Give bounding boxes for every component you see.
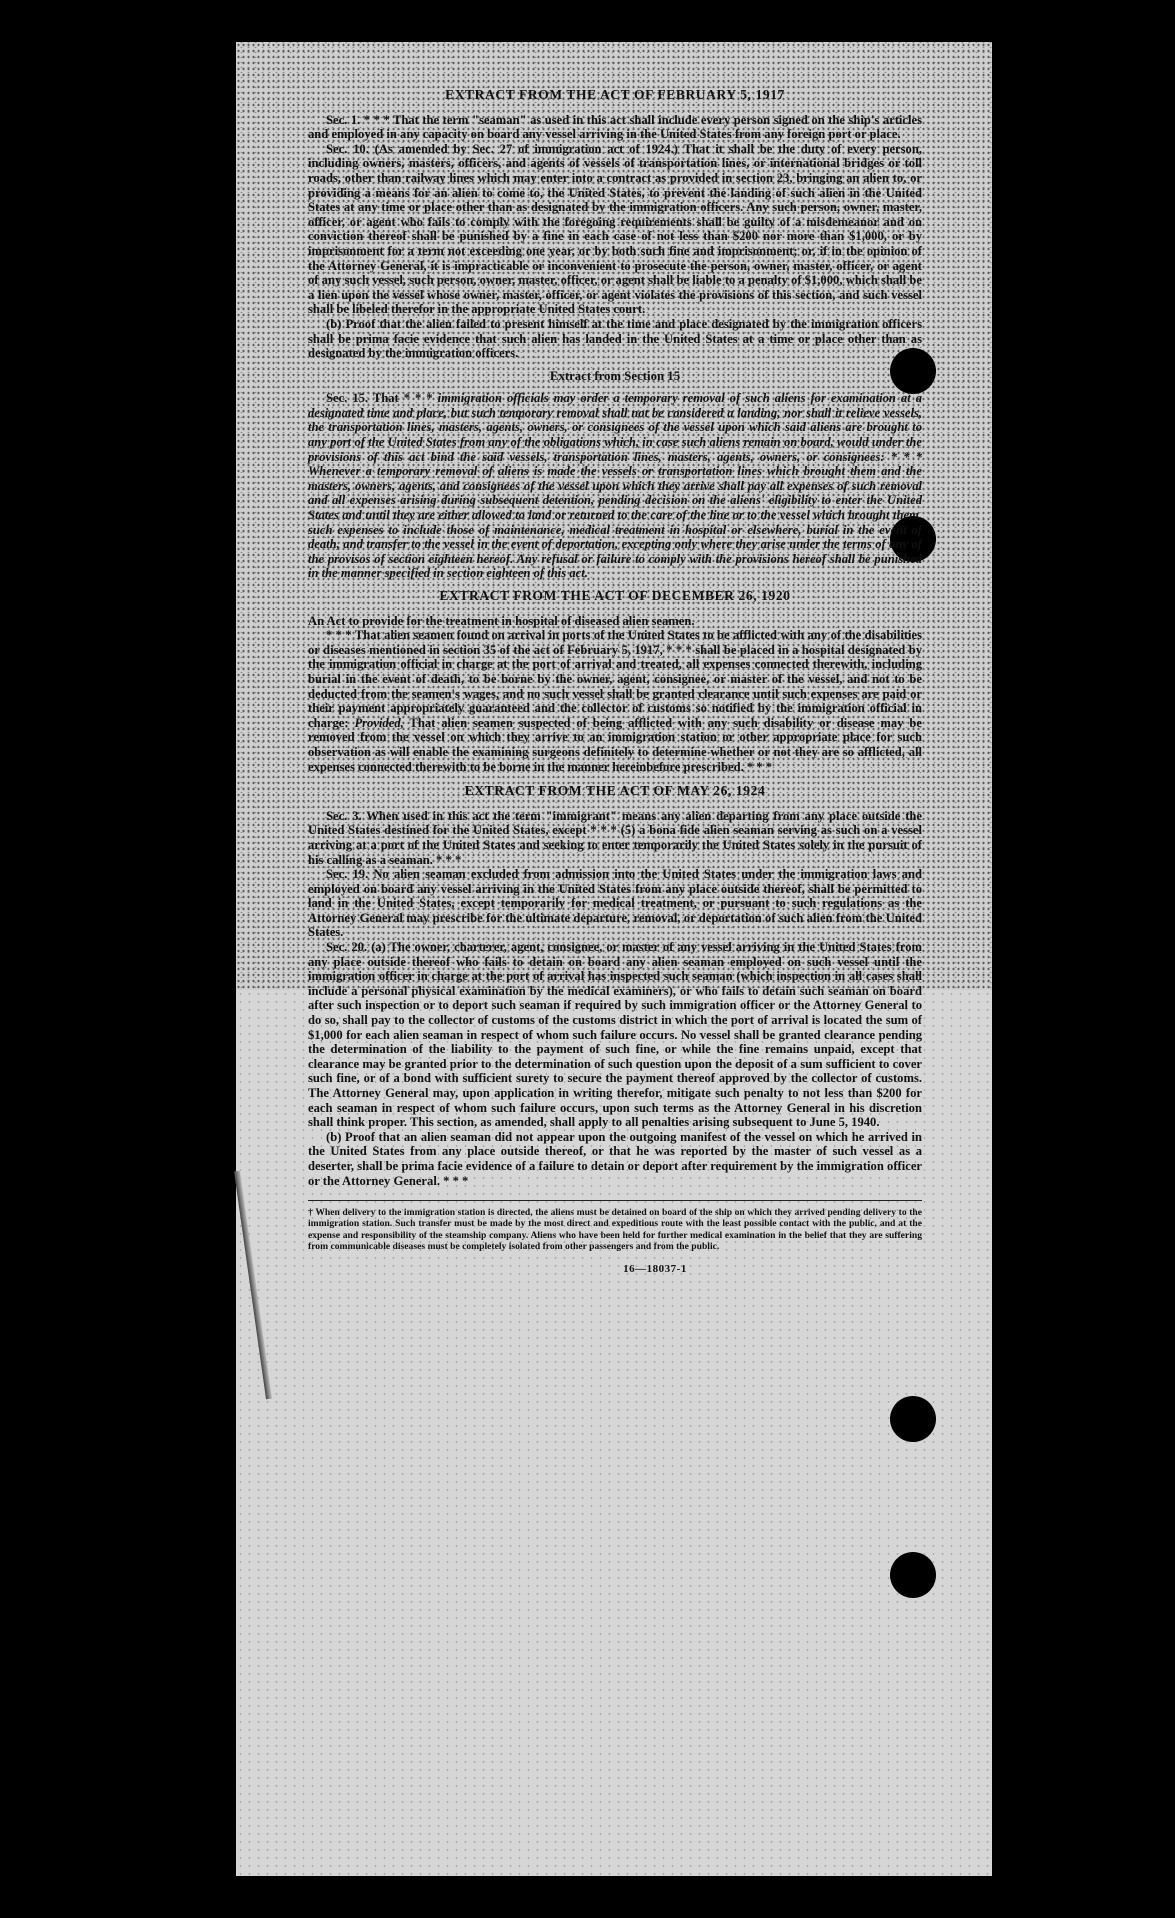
paragraph-intro: Sec. 15. That * * * xyxy=(326,391,433,406)
act-title: An Act to provide for the treatment in hospital of diseased alien seamen. xyxy=(308,613,695,628)
paragraph-text: That alien seamen suspected of being afflicted with any such disability or disease may be removed from the vessel on which they arrive to an immigration station or other appropriate place for such observation as will enable the examining surgeons definitely to determine whether or not they are so afflicted, all expenses connected therewith to be borne in the manner hereinbefore prescribed. * * * xyxy=(308,715,922,774)
punch-hole xyxy=(890,1396,936,1442)
provided-text: Provided, xyxy=(354,715,404,730)
paragraph xyxy=(308,391,922,581)
section-subheading: Extract from Section 15 xyxy=(549,368,681,383)
paragraph: Sec. 19. No alien seaman excluded from admission into the United States under the immigration laws and employed on board any vessel arriving in the United States from any place outside thereof, shall be permitted to land in the United States, except temporarily for medical treatment, or pursuant to such regulations as the Attorney General may prescribe for the ultimate departure, removal, or deportation of such alien from the United States. xyxy=(308,867,922,940)
footnote: † When delivery to the immigration station is directed, the aliens must be detained on board of the ship on which they arrived pending delivery to the immigration station. Such transfer must be made by the most direct and expeditious route with the least possible contact with the public, and at the expense and responsibility of the steamship company. Aliens who have been held for further medical examination in the belief that they are suffering from communicable diseases must be completely isolated from other passengers and from the public. xyxy=(308,1200,922,1252)
punch-hole xyxy=(890,1552,936,1598)
paragraph: Sec. 10. (As amended by Sec. 27 of immigration act of 1924.) That it shall be the duty of every person, including owners, masters, officers, and agents of vessels of transportation lines, or international bridges or toll roads, other than railway lines which may enter into a contract as provided in section 23, bringing an alien to, or providing a means for an alien to come to, the United States, to prevent the landing of such alien in the United States at any time or place other than as designated by the immigration officers. Any such person, owner, master, officer, or agent who fails to comply with the foregoing requirements shall be guilty of a misdemeanor and on conviction thereof shall be punished by a fine in each case of not less than $200 nor more than $1,000, or by imprisonment for a term not exceeding one year, or by both such fine and imprisonment; or, if in the opinion of the Attorney General, it is impracticable or inconvenient to prosecute the person, owner, master, officer, or agent of any such vessel, such person, owner, master, officer, or agent shall be liable to a penalty of $1,000, which shall be a lien upon the vessel whose owner, master, officer, or agent violates the provisions of this section, and such vessel shall be libeled therefor in the appropriate United States court. xyxy=(308,141,922,317)
paragraph: (b) Proof that an alien seaman did not appear upon the outgoing manifest of the vessel on which he arrived in the United States from any place outside thereof, or that he was reported by the master of such vessel as a deserter, shall be prima facie evidence of a failure to detain or deport after requirement by the immigration officer or the Attorney General. * * * xyxy=(308,1129,922,1188)
document-body xyxy=(308,82,922,1277)
italic-text: immigration officials may order a temporary removal of such aliens for examination at a designated time and place, but such temporary removal shall not be considered a landing, nor shall it relieve vessels, the transportation lines, masters, agents, owners, or consignees of the vessel upon which said aliens are brought to any port of the United States from any of the obligations which, in case such aliens remain on board, would under the provisions of this act bind the said vessels, transportation lines, masters, agents, owners, or consignees: * * * Whenever a temporary removal of aliens is made the vessels or transportation lines which brought them and the masters, owners, agents, and consignees of the vessel upon which they arrive shall pay all expenses of such removal and all expenses arising during subsequent detention, pending decision on the aliens' eligibility to enter the United States and until they are either allowed to land or returned to the care of the line or to the vessel which brought them, such expenses to include those of maintenance, medical treatment in hospital or elsewhere, burial in the event of death, and transfer to the vessel in the event of deportation, excepting only where they arise under the terms of any of the provisos of section eighteen hereof. Any refusal or failure to comply with the provisions hereof shall be punished in the manner specified in section eighteen of this act. xyxy=(308,391,922,581)
section-heading: EXTRACT FROM THE ACT OF MAY 26, 1924 xyxy=(464,783,766,799)
paragraph: (b) Proof that the alien failed to present himself at the time and place designated by the immigration officers shall be prima facie evidence that such alien has landed in the United States at a time or place other than as designated by the immigration officers. xyxy=(308,316,922,361)
paragraph: Sec. 1. * * * That the term "seaman" as used in this act shall include every person signed on the ship's articles and employed in any capacity on board any vessel arriving in the United States from any foreign port or place. xyxy=(308,112,922,142)
section-heading: EXTRACT FROM THE ACT OF DECEMBER 26, 1920 xyxy=(439,588,791,603)
form-number: 16—18037-1 xyxy=(623,1262,687,1275)
paragraph: Sec. 3. When used in this act the term "immigrant" means any alien departing from any place outside the United States destined for the United States, except * * * (5) a bona fide alien seaman serving as such on a vessel arriving at a port of the United States and seeking to enter temporarily the United States solely in the pursuit of his calling as a seaman. * * * xyxy=(308,808,922,867)
paragraph: Sec. 20. (a) The owner, charterer, agent, consignee, or master of any vessel arriving in the United States from any place outside thereof who fails to detain on board any alien seaman employed on such vessel until the immigration officer in charge at the port of arrival has inspected such seaman (which inspection in all cases shall include a personal physical examination by the medical examiners), or who fails to detain such seaman on board after such inspection or to deport such seaman if required by such immigration officer or the Attorney General to do so, shall pay to the collector of customs of the customs district in which the port of arrival is located the sum of $1,000 for each alien seaman in respect of whom such failure occurs. No vessel shall be granted clearance pending the determination of the liability to the payment of such fine, or while the fine remains unpaid, except that clearance may be granted prior to the determination of such question upon the deposit of a sum sufficient to cover such fine, or of a bond with sufficient surety to secure the payment thereof approved by the collector of customs. The Attorney General may, upon application in writing therefor, mitigate such penalty to not less than $200 for each seaman in respect of whom such failure occurs, upon such terms as the Attorney General in his discretion shall think proper. This section, as amended, shall apply to all penalties arising subsequent to June 5, 1940. xyxy=(308,940,922,1130)
paragraph-text: * * * That alien seamen found on arrival in ports of the United States to be afflicted with any of the disabilities or diseases mentioned in section 35 of the act of February 5, 1917, * * * shall be placed in a hospital designated by the immigration official in charge at the port of arrival and treated, all expenses connected therewith, including burial in the event of death, to be borne by the owner, agent, consignee, or master of the vessel, and not to be deducted from the seamen's wages, and no such vessel shall be granted clearance until such expenses are paid or their payment appropriately guaranteed and the collector of customs so notified by the immigration official in charge: xyxy=(308,628,922,730)
section-heading: EXTRACT FROM THE ACT OF FEBRUARY 5, 1917 xyxy=(445,87,785,102)
paragraph xyxy=(308,628,922,774)
